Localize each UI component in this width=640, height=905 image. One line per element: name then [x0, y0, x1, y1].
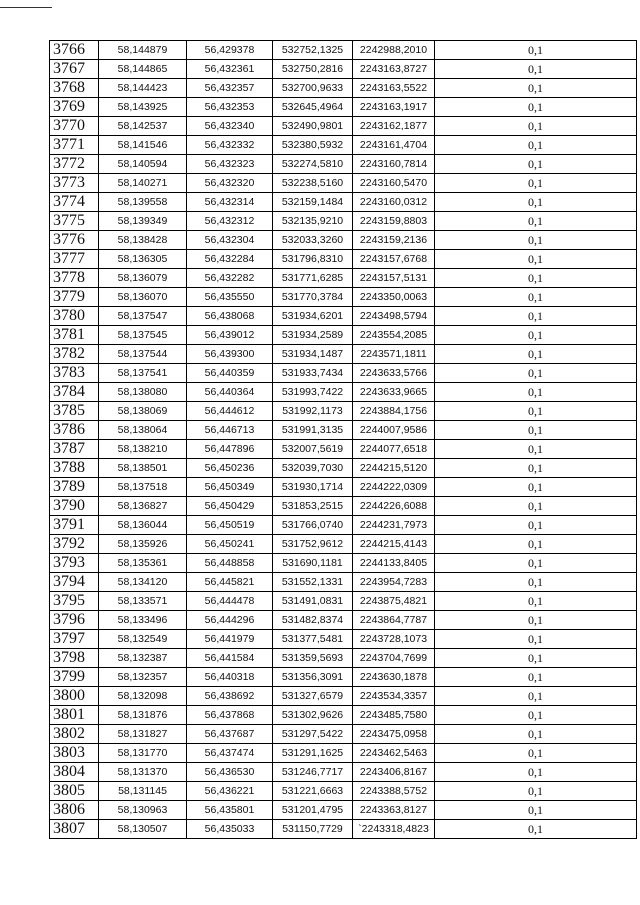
table-row	[50, 326, 637, 345]
y-coordinate-cell: 2244007,9586	[353, 421, 435, 440]
latitude-cell: 58,138069	[99, 402, 187, 421]
latitude-cell: 58,131770	[99, 744, 187, 763]
table-row	[50, 687, 637, 706]
accuracy-cell: 0,1	[435, 136, 637, 155]
latitude-cell: 58,133571	[99, 592, 187, 611]
x-coordinate-cell: 531297,5422	[273, 725, 353, 744]
y-coordinate-cell: 2243388,5752	[353, 782, 435, 801]
y-coordinate-cell: 2243728,1073	[353, 630, 435, 649]
point-number: 3803	[50, 744, 99, 763]
point-number: 3794	[50, 573, 99, 592]
y-coordinate-cell: 2243633,9665	[353, 383, 435, 402]
y-coordinate-cell: 2243160,7814	[353, 155, 435, 174]
x-coordinate-cell: 531993,7422	[273, 383, 353, 402]
point-number: 3798	[50, 649, 99, 668]
longitude-cell: 56,440318	[187, 668, 273, 687]
latitude-cell: 58,139558	[99, 193, 187, 212]
longitude-cell: 56,440364	[187, 383, 273, 402]
longitude-cell: 56,441584	[187, 649, 273, 668]
longitude-cell: 56,435033	[187, 820, 273, 839]
longitude-cell: 56,444612	[187, 402, 273, 421]
table-row	[50, 554, 637, 573]
accuracy-cell: 0,1	[435, 459, 637, 478]
latitude-cell: 58,144865	[99, 60, 187, 79]
latitude-cell: 58,143925	[99, 98, 187, 117]
table-row	[50, 782, 637, 801]
table-row	[50, 41, 637, 60]
point-number: 3785	[50, 402, 99, 421]
accuracy-cell: 0,1	[435, 269, 637, 288]
x-coordinate-cell: 531491,0831	[273, 592, 353, 611]
latitude-cell: 58,131827	[99, 725, 187, 744]
point-number: 3780	[50, 307, 99, 326]
accuracy-cell: 0,1	[435, 554, 637, 573]
table-row	[50, 155, 637, 174]
point-number: 3800	[50, 687, 99, 706]
accuracy-cell: 0,1	[435, 383, 637, 402]
table-row	[50, 174, 637, 193]
y-coordinate-cell: 2243157,6768	[353, 250, 435, 269]
x-coordinate-cell: 531933,7434	[273, 364, 353, 383]
longitude-cell: 56,437687	[187, 725, 273, 744]
longitude-cell: 56,441979	[187, 630, 273, 649]
table-row	[50, 630, 637, 649]
latitude-cell: 58,138080	[99, 383, 187, 402]
latitude-cell: 58,135926	[99, 535, 187, 554]
table-row	[50, 706, 637, 725]
x-coordinate-cell: 532380,5932	[273, 136, 353, 155]
table-row	[50, 288, 637, 307]
table-row	[50, 497, 637, 516]
latitude-cell: 58,138210	[99, 440, 187, 459]
point-number: 3778	[50, 269, 99, 288]
y-coordinate-cell: 2243462,5463	[353, 744, 435, 763]
y-coordinate-cell: 2243161,4704	[353, 136, 435, 155]
accuracy-cell: 0,1	[435, 611, 637, 630]
y-coordinate-cell: 2243498,5794	[353, 307, 435, 326]
x-coordinate-cell: 531359,5693	[273, 649, 353, 668]
accuracy-cell: 0,1	[435, 592, 637, 611]
x-coordinate-cell: 531766,0740	[273, 516, 353, 535]
accuracy-cell: 0,1	[435, 117, 637, 136]
table-row	[50, 535, 637, 554]
latitude-cell: 58,131370	[99, 763, 187, 782]
x-coordinate-cell: 531992,1173	[273, 402, 353, 421]
longitude-cell: 56,440359	[187, 364, 273, 383]
accuracy-cell: 0,1	[435, 307, 637, 326]
latitude-cell: 58,139349	[99, 212, 187, 231]
longitude-cell: 56,432332	[187, 136, 273, 155]
accuracy-cell: 0,1	[435, 364, 637, 383]
latitude-cell: 58,136827	[99, 497, 187, 516]
accuracy-cell: 0,1	[435, 155, 637, 174]
x-coordinate-cell: 531934,2589	[273, 326, 353, 345]
table-row	[50, 611, 637, 630]
longitude-cell: 56,450349	[187, 478, 273, 497]
table-row	[50, 668, 637, 687]
x-coordinate-cell: 532238,5160	[273, 174, 353, 193]
longitude-cell: 56,437868	[187, 706, 273, 725]
accuracy-cell: 0,1	[435, 98, 637, 117]
point-number: 3769	[50, 98, 99, 117]
y-coordinate-cell: 2243163,8727	[353, 60, 435, 79]
accuracy-cell: 0,1	[435, 763, 637, 782]
point-number: 3790	[50, 497, 99, 516]
point-number: 3792	[50, 535, 99, 554]
table-row	[50, 478, 637, 497]
latitude-cell: 58,131145	[99, 782, 187, 801]
table-row	[50, 60, 637, 79]
latitude-cell: 58,136044	[99, 516, 187, 535]
point-number: 3784	[50, 383, 99, 402]
coordinates-table	[49, 40, 637, 839]
x-coordinate-cell: 531930,1714	[273, 478, 353, 497]
y-coordinate-cell: 2244231,7973	[353, 516, 435, 535]
y-coordinate-cell: 2244226,6088	[353, 497, 435, 516]
accuracy-cell: 0,1	[435, 212, 637, 231]
point-number: 3788	[50, 459, 99, 478]
x-coordinate-cell: 531934,6201	[273, 307, 353, 326]
latitude-cell: 58,137545	[99, 326, 187, 345]
accuracy-cell: 0,1	[435, 516, 637, 535]
latitude-cell: 58,138064	[99, 421, 187, 440]
y-coordinate-cell: 2243363,8127	[353, 801, 435, 820]
y-coordinate-cell: 2243633,5766	[353, 364, 435, 383]
longitude-cell: 56,450519	[187, 516, 273, 535]
accuracy-cell: 0,1	[435, 231, 637, 250]
x-coordinate-cell: 531150,7729	[273, 820, 353, 839]
table-row	[50, 725, 637, 744]
point-number: 3781	[50, 326, 99, 345]
y-coordinate-cell: 2243554,2085	[353, 326, 435, 345]
point-number: 3777	[50, 250, 99, 269]
accuracy-cell: 0,1	[435, 782, 637, 801]
x-coordinate-cell: 531690,1181	[273, 554, 353, 573]
longitude-cell: 56,432323	[187, 155, 273, 174]
longitude-cell: 56,447896	[187, 440, 273, 459]
x-coordinate-cell: 532645,4964	[273, 98, 353, 117]
x-coordinate-cell: 531377,5481	[273, 630, 353, 649]
accuracy-cell: 0,1	[435, 402, 637, 421]
point-number: 3802	[50, 725, 99, 744]
longitude-cell: 56,429378	[187, 41, 273, 60]
latitude-cell: 58,137541	[99, 364, 187, 383]
accuracy-cell: 0,1	[435, 497, 637, 516]
latitude-cell: 58,132549	[99, 630, 187, 649]
point-number: 3801	[50, 706, 99, 725]
y-coordinate-cell: 2243864,7787	[353, 611, 435, 630]
latitude-cell: 58,135361	[99, 554, 187, 573]
latitude-cell: 58,132357	[99, 668, 187, 687]
accuracy-cell: 0,1	[435, 649, 637, 668]
x-coordinate-cell: 532752,1325	[273, 41, 353, 60]
y-coordinate-cell: 2243160,0312	[353, 193, 435, 212]
accuracy-cell: 0,1	[435, 345, 637, 364]
longitude-cell: 56,438068	[187, 307, 273, 326]
y-coordinate-cell: 2244215,4143	[353, 535, 435, 554]
table-row	[50, 820, 637, 839]
accuracy-cell: 0,1	[435, 60, 637, 79]
x-coordinate-cell: 531770,3784	[273, 288, 353, 307]
point-number: 3793	[50, 554, 99, 573]
y-coordinate-cell: 2243485,7580	[353, 706, 435, 725]
longitude-cell: 56,448858	[187, 554, 273, 573]
x-coordinate-cell: 532490,9801	[273, 117, 353, 136]
table-row	[50, 364, 637, 383]
longitude-cell: 56,444478	[187, 592, 273, 611]
latitude-cell: 58,138501	[99, 459, 187, 478]
accuracy-cell: 0,1	[435, 193, 637, 212]
longitude-cell: 56,436530	[187, 763, 273, 782]
latitude-cell: 58,140594	[99, 155, 187, 174]
y-coordinate-cell: 2243406,8167	[353, 763, 435, 782]
accuracy-cell: 0,1	[435, 440, 637, 459]
x-coordinate-cell: 531991,3135	[273, 421, 353, 440]
y-coordinate-cell: 2243163,5522	[353, 79, 435, 98]
x-coordinate-cell: 532274,5810	[273, 155, 353, 174]
accuracy-cell: 0,1	[435, 478, 637, 497]
latitude-cell: 58,130507	[99, 820, 187, 839]
latitude-cell: 58,140271	[99, 174, 187, 193]
accuracy-cell: 0,1	[435, 744, 637, 763]
x-coordinate-cell: 531552,1331	[273, 573, 353, 592]
table-row	[50, 649, 637, 668]
point-number: 3806	[50, 801, 99, 820]
x-coordinate-cell: 531752,9612	[273, 535, 353, 554]
table-row	[50, 592, 637, 611]
top-edge-rule	[0, 7, 52, 8]
accuracy-cell: 0,1	[435, 326, 637, 345]
longitude-cell: 56,432320	[187, 174, 273, 193]
table-row	[50, 440, 637, 459]
table-row	[50, 744, 637, 763]
point-number: 3782	[50, 345, 99, 364]
latitude-cell: 58,134120	[99, 573, 187, 592]
longitude-cell: 56,432304	[187, 231, 273, 250]
longitude-cell: 56,450241	[187, 535, 273, 554]
table-row	[50, 231, 637, 250]
latitude-cell: 58,131876	[99, 706, 187, 725]
table-row	[50, 383, 637, 402]
accuracy-cell: 0,1	[435, 668, 637, 687]
point-number: 3774	[50, 193, 99, 212]
longitude-cell: 56,450236	[187, 459, 273, 478]
accuracy-cell: 0,1	[435, 250, 637, 269]
point-number: 3787	[50, 440, 99, 459]
accuracy-cell: 0,1	[435, 573, 637, 592]
accuracy-cell: 0,1	[435, 79, 637, 98]
latitude-cell: 58,136305	[99, 250, 187, 269]
point-number: 3768	[50, 79, 99, 98]
longitude-cell: 56,439300	[187, 345, 273, 364]
point-number: 3807	[50, 820, 99, 839]
longitude-cell: 56,450429	[187, 497, 273, 516]
point-number: 3795	[50, 592, 99, 611]
y-coordinate-cell: 2243162,1877	[353, 117, 435, 136]
point-number: 3791	[50, 516, 99, 535]
table-row	[50, 801, 637, 820]
table-row	[50, 117, 637, 136]
accuracy-cell: 0,1	[435, 801, 637, 820]
table-row	[50, 459, 637, 478]
latitude-cell: 58,133496	[99, 611, 187, 630]
table-row	[50, 136, 637, 155]
table-row	[50, 250, 637, 269]
x-coordinate-cell: 532007,5619	[273, 440, 353, 459]
x-coordinate-cell: 532159,1484	[273, 193, 353, 212]
table-row	[50, 421, 637, 440]
x-coordinate-cell: 531853,2515	[273, 497, 353, 516]
accuracy-cell: 0,1	[435, 706, 637, 725]
table-row	[50, 763, 637, 782]
latitude-cell: 58,138428	[99, 231, 187, 250]
x-coordinate-cell: 531327,6579	[273, 687, 353, 706]
table-row	[50, 269, 637, 288]
x-coordinate-cell: 531934,1487	[273, 345, 353, 364]
latitude-cell: 58,136070	[99, 288, 187, 307]
point-number: 3797	[50, 630, 99, 649]
accuracy-cell: 0,1	[435, 820, 637, 839]
point-number: 3786	[50, 421, 99, 440]
y-coordinate-cell: 2243475,0958	[353, 725, 435, 744]
accuracy-cell: 0,1	[435, 687, 637, 706]
latitude-cell: 58,137544	[99, 345, 187, 364]
y-coordinate-cell: 2243157,5131	[353, 269, 435, 288]
longitude-cell: 56,444296	[187, 611, 273, 630]
point-number: 3783	[50, 364, 99, 383]
point-number: 3766	[50, 41, 99, 60]
table-row	[50, 516, 637, 535]
point-number: 3775	[50, 212, 99, 231]
table-row	[50, 573, 637, 592]
x-coordinate-cell: 531246,7717	[273, 763, 353, 782]
point-number: 3776	[50, 231, 99, 250]
latitude-cell: 58,141546	[99, 136, 187, 155]
longitude-cell: 56,435550	[187, 288, 273, 307]
longitude-cell: 56,432357	[187, 79, 273, 98]
table-row	[50, 193, 637, 212]
x-coordinate-cell: 531796,8310	[273, 250, 353, 269]
point-number: 3796	[50, 611, 99, 630]
longitude-cell: 56,432353	[187, 98, 273, 117]
x-coordinate-cell: 531302,9626	[273, 706, 353, 725]
latitude-cell: 58,136079	[99, 269, 187, 288]
table-row	[50, 212, 637, 231]
longitude-cell: 56,432312	[187, 212, 273, 231]
y-coordinate-cell: 2244215,5120	[353, 459, 435, 478]
y-coordinate-cell: 2243160,5470	[353, 174, 435, 193]
y-coordinate-cell: 2243630,1878	[353, 668, 435, 687]
x-coordinate-cell: 532700,9633	[273, 79, 353, 98]
latitude-cell: 58,132387	[99, 649, 187, 668]
latitude-cell: 58,144423	[99, 79, 187, 98]
y-coordinate-cell: 2243350,0063	[353, 288, 435, 307]
y-coordinate-cell: 2243884,1756	[353, 402, 435, 421]
x-coordinate-cell: 531482,8374	[273, 611, 353, 630]
latitude-cell: 58,137547	[99, 307, 187, 326]
x-coordinate-cell: 531356,3091	[273, 668, 353, 687]
latitude-cell: 58,137518	[99, 478, 187, 497]
longitude-cell: 56,432282	[187, 269, 273, 288]
y-coordinate-cell: 2244133,8405	[353, 554, 435, 573]
latitude-cell: 58,142537	[99, 117, 187, 136]
accuracy-cell: 0,1	[435, 535, 637, 554]
x-coordinate-cell: 532039,7030	[273, 459, 353, 478]
longitude-cell: 56,436221	[187, 782, 273, 801]
accuracy-cell: 0,1	[435, 41, 637, 60]
y-coordinate-cell: 2243571,1811	[353, 345, 435, 364]
point-number: 3767	[50, 60, 99, 79]
y-coordinate-cell: 2243163,1917	[353, 98, 435, 117]
y-coordinate-cell: 2242988,2010	[353, 41, 435, 60]
x-coordinate-cell: 532033,3260	[273, 231, 353, 250]
accuracy-cell: 0,1	[435, 421, 637, 440]
longitude-cell: 56,432361	[187, 60, 273, 79]
point-number: 3772	[50, 155, 99, 174]
x-coordinate-cell: 531221,6663	[273, 782, 353, 801]
longitude-cell: 56,437474	[187, 744, 273, 763]
accuracy-cell: 0,1	[435, 725, 637, 744]
longitude-cell: 56,445821	[187, 573, 273, 592]
table-row	[50, 345, 637, 364]
point-number: 3770	[50, 117, 99, 136]
y-coordinate-cell: 2244222,0309	[353, 478, 435, 497]
point-number: 3779	[50, 288, 99, 307]
y-coordinate-cell: 2243875,4821	[353, 592, 435, 611]
y-coordinate-cell: 2243159,8803	[353, 212, 435, 231]
accuracy-cell: 0,1	[435, 630, 637, 649]
y-coordinate-cell: 2243954,7283	[353, 573, 435, 592]
y-coordinate-cell: `2243318,4823	[353, 820, 435, 839]
accuracy-cell: 0,1	[435, 174, 637, 193]
longitude-cell: 56,446713	[187, 421, 273, 440]
longitude-cell: 56,439012	[187, 326, 273, 345]
table-row	[50, 98, 637, 117]
accuracy-cell: 0,1	[435, 288, 637, 307]
y-coordinate-cell: 2243704,7699	[353, 649, 435, 668]
longitude-cell: 56,432284	[187, 250, 273, 269]
x-coordinate-cell: 532750,2816	[273, 60, 353, 79]
point-number: 3773	[50, 174, 99, 193]
table-row	[50, 79, 637, 98]
latitude-cell: 58,132098	[99, 687, 187, 706]
y-coordinate-cell: 2244077,6518	[353, 440, 435, 459]
latitude-cell: 58,130963	[99, 801, 187, 820]
latitude-cell: 58,144879	[99, 41, 187, 60]
coordinates-table-body	[50, 41, 637, 839]
table-row	[50, 402, 637, 421]
x-coordinate-cell: 531771,6285	[273, 269, 353, 288]
table-row	[50, 307, 637, 326]
longitude-cell: 56,432340	[187, 117, 273, 136]
y-coordinate-cell: 2243159,2136	[353, 231, 435, 250]
x-coordinate-cell: 532135,9210	[273, 212, 353, 231]
point-number: 3805	[50, 782, 99, 801]
x-coordinate-cell: 531201,4795	[273, 801, 353, 820]
point-number: 3804	[50, 763, 99, 782]
longitude-cell: 56,432314	[187, 193, 273, 212]
point-number: 3799	[50, 668, 99, 687]
longitude-cell: 56,435801	[187, 801, 273, 820]
point-number: 3789	[50, 478, 99, 497]
point-number: 3771	[50, 136, 99, 155]
x-coordinate-cell: 531291,1625	[273, 744, 353, 763]
y-coordinate-cell: 2243534,3357	[353, 687, 435, 706]
longitude-cell: 56,438692	[187, 687, 273, 706]
